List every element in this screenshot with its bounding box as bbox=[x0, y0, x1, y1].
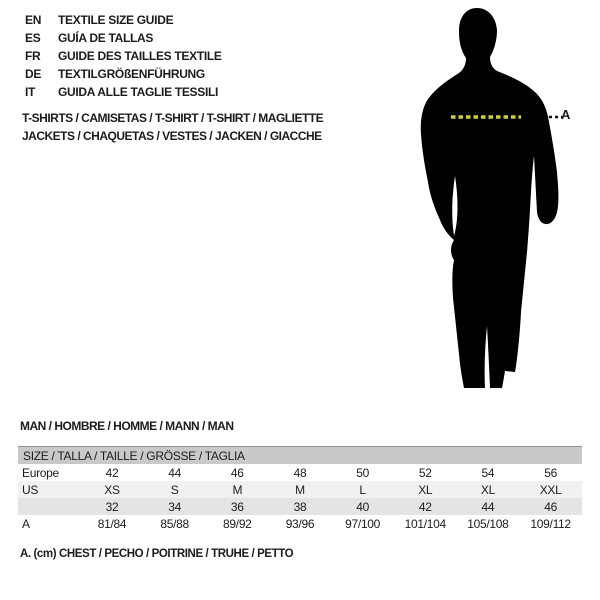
man-silhouette bbox=[415, 4, 587, 394]
language-label: GUÍA DE TALLAS bbox=[58, 31, 154, 45]
measure-label-a: A bbox=[561, 107, 571, 122]
table-row-chest-a bbox=[18, 515, 582, 532]
cell: 52 bbox=[418, 465, 432, 480]
cell: 46 bbox=[544, 499, 557, 514]
row-label bbox=[18, 498, 81, 515]
cell: 50 bbox=[356, 465, 369, 480]
cell: 44 bbox=[481, 499, 495, 514]
table-row-us bbox=[18, 481, 582, 498]
cell: 44 bbox=[168, 465, 182, 480]
cell: XXL bbox=[539, 482, 562, 497]
cell: 85/88 bbox=[160, 516, 189, 531]
cell: 36 bbox=[230, 499, 244, 514]
cell: 42 bbox=[105, 465, 119, 480]
table-row-alt-size bbox=[18, 498, 582, 515]
category-tshirts: T-SHIRTS / CAMISETAS / T-SHIRT / T-SHIRT / MAGLIETTE bbox=[22, 111, 324, 125]
cell: 40 bbox=[356, 499, 369, 514]
cell: 48 bbox=[293, 465, 307, 480]
cell: M bbox=[232, 482, 243, 497]
language-code: EN bbox=[25, 13, 42, 27]
language-code: IT bbox=[25, 85, 36, 99]
cell: 93/96 bbox=[285, 516, 315, 531]
language-label: TEXTILGRÖßENFÜHRUNG bbox=[58, 67, 205, 81]
cell: 81/84 bbox=[97, 516, 127, 531]
size-table bbox=[18, 446, 582, 532]
cell: 54 bbox=[481, 465, 495, 480]
category-jackets: JACKETS / CHAQUETAS / VESTES / JACKEN / GIACCHE bbox=[22, 129, 322, 143]
man-silhouette-figure bbox=[415, 4, 587, 394]
cell: XL bbox=[418, 482, 433, 497]
cell: 38 bbox=[293, 499, 307, 514]
language-label: TEXTILE SIZE GUIDE bbox=[58, 13, 174, 27]
size-table-header: SIZE / TALLA / TAILLE / GRÖSSE / TAGLIA bbox=[18, 447, 582, 465]
language-list bbox=[25, 11, 222, 101]
language-row-fr bbox=[25, 47, 222, 65]
cell: XS bbox=[104, 482, 120, 497]
measurement-footnote: A. (cm) CHEST / PECHO / POITRINE / TRUHE / PETTO bbox=[20, 548, 294, 560]
language-row-en bbox=[25, 11, 222, 29]
cell: 42 bbox=[418, 499, 432, 514]
garment-categories bbox=[22, 109, 323, 145]
language-code: ES bbox=[25, 31, 41, 45]
cell: L bbox=[359, 482, 366, 497]
size-table-header-row bbox=[18, 447, 582, 465]
cell: M bbox=[295, 482, 305, 497]
row-label: A bbox=[22, 516, 30, 531]
cell: S bbox=[170, 482, 179, 497]
language-row-es bbox=[25, 29, 222, 47]
cell: 34 bbox=[168, 499, 182, 514]
cell: 97/100 bbox=[345, 516, 381, 531]
section-title: MAN / HOMBRE / HOMME / MANN / MAN bbox=[20, 419, 234, 433]
cell: 101/104 bbox=[404, 516, 446, 531]
language-code: FR bbox=[25, 49, 41, 63]
language-label: GUIDA ALLE TAGLIE TESSILI bbox=[58, 85, 219, 99]
cell: 56 bbox=[544, 465, 557, 480]
cell: 89/92 bbox=[223, 516, 252, 531]
cell: XL bbox=[480, 482, 495, 497]
cell: 32 bbox=[105, 499, 119, 514]
language-row-it bbox=[25, 83, 222, 101]
language-code: DE bbox=[25, 67, 42, 81]
cell: 46 bbox=[230, 465, 244, 480]
cell: 109/112 bbox=[530, 516, 571, 531]
cell: 105/108 bbox=[467, 516, 509, 531]
language-row-de bbox=[25, 65, 222, 83]
row-label: Europe bbox=[22, 465, 59, 480]
language-label: GUIDE DES TAILLES TEXTILE bbox=[58, 49, 222, 63]
row-label: US bbox=[22, 482, 39, 497]
table-row-europe bbox=[18, 464, 582, 481]
